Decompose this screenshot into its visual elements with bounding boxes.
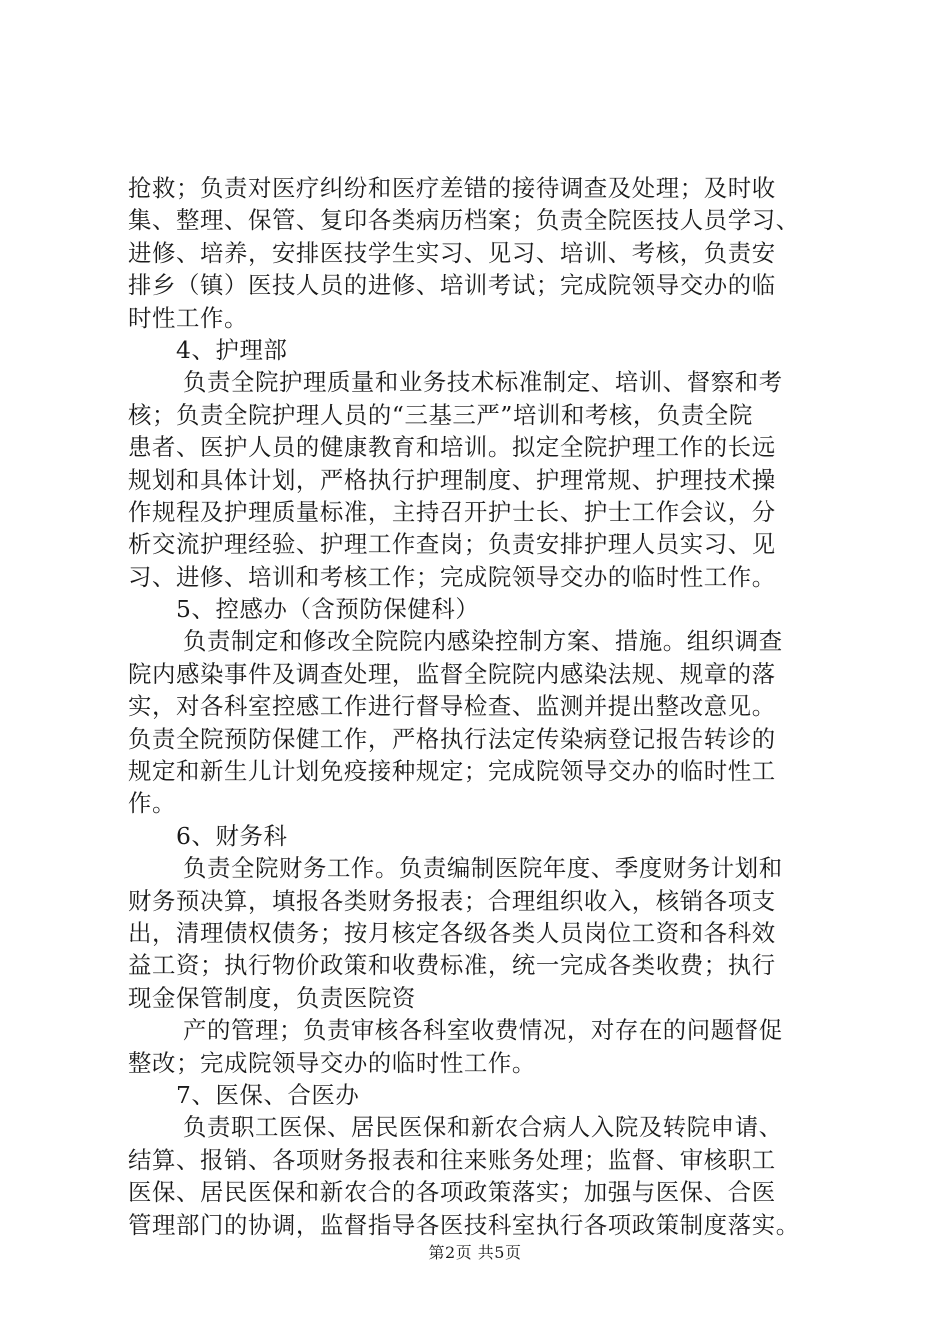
paragraph-line: 益工资；执行物价政策和收费标准，统一完成各类收费；执行 [128, 951, 776, 980]
section-heading: 5、控感办（含预防保健科） [176, 595, 480, 624]
paragraph-line: 抢救；负责对医疗纠纷和医疗差错的接待调查及处理；及时收 [128, 174, 776, 202]
document-body [128, 172, 844, 1241]
paragraph-line: 负责全院财务工作。负责编制医院年度、季度财务计划和 [183, 854, 783, 883]
paragraph-line: 排乡（镇）医技人员的进修、培训考试；完成院领导交办的临 [128, 271, 776, 300]
paragraph-line: 实，对各科室控感工作进行督导检查、监测并提出整改意见。 [128, 692, 776, 721]
paragraph-line: 结算、报销、各项财务报表和往来账务处理；监督、审核职工 [128, 1145, 776, 1174]
paragraph-line: 析交流护理经验、护理工作查岗；负责安排护理人员实习、见 [128, 530, 776, 559]
section-heading: 6、财务科 [176, 821, 288, 850]
paragraph-line: 产的管理；负责审核各科室收费情况，对存在的问题督促 [183, 1016, 783, 1045]
paragraph-line: 出，清理债权债务；按月核定各级各类人员岗位工资和各科效 [128, 918, 776, 947]
paragraph-line: 负责全院预防保健工作，严格执行法定传染病登记报告转诊的 [128, 724, 776, 753]
paragraph-line: 负责制定和修改全院院内感染控制方案、措施。组织调查 [183, 627, 783, 656]
paragraph-line: 管理部门的协调，监督指导各医技科室执行各项政策制度落实。 [128, 1210, 800, 1239]
paragraph-line: 规划和具体计划，严格执行护理制度、护理常规、护理技术操 [128, 465, 776, 494]
paragraph-line: 作。 [128, 789, 176, 818]
paragraph-line: 患者、医护人员的健康教育和培训。拟定全院护理工作的长远 [128, 433, 776, 462]
paragraph-line: 规定和新生儿计划免疫接种规定；完成院领导交办的临时性工 [128, 757, 776, 786]
paragraph-line: 作规程及护理质量标准，主持召开护士长、护士工作会议，分 [128, 497, 776, 526]
paragraph-line: 核；负责全院护理人员的“三基三严”培训和考核，负责全院 [128, 400, 753, 429]
section-heading: 4、护理部 [176, 335, 288, 364]
paragraph-line: 财务预决算，填报各类财务报表；合理组织收入，核销各项支 [128, 886, 776, 915]
paragraph-line: 负责全院护理质量和业务技术标准制定、培训、督察和考 [183, 368, 783, 397]
paragraph-line: 习、进修、培训和考核工作；完成院领导交办的临时性工作。 [128, 562, 776, 591]
paragraph-line: 医保、居民医保和新农合的各项政策落实；加强与医保、合医 [128, 1178, 776, 1207]
paragraph-line: 整改；完成院领导交办的临时性工作。 [128, 1048, 536, 1077]
paragraph-line: 时性工作。 [128, 303, 248, 332]
page-footer: 第2页 共5页 [428, 1243, 522, 1262]
paragraph-line: 集、整理、保管、复印各类病历档案；负责全院医技人员学习、 [128, 206, 800, 235]
paragraph-line: 进修、培养，安排医技学生实习、见习、培训、考核，负责安 [128, 238, 776, 267]
paragraph-line: 院内感染事件及调查处理，监督全院院内感染法规、规章的落 [128, 659, 776, 688]
section-heading: 7、医保、合医办 [176, 1080, 360, 1109]
paragraph-line: 负责职工医保、居民医保和新农合病人入院及转院申请、 [183, 1113, 783, 1142]
paragraph-line: 现金保管制度，负责医院资 [128, 983, 416, 1012]
